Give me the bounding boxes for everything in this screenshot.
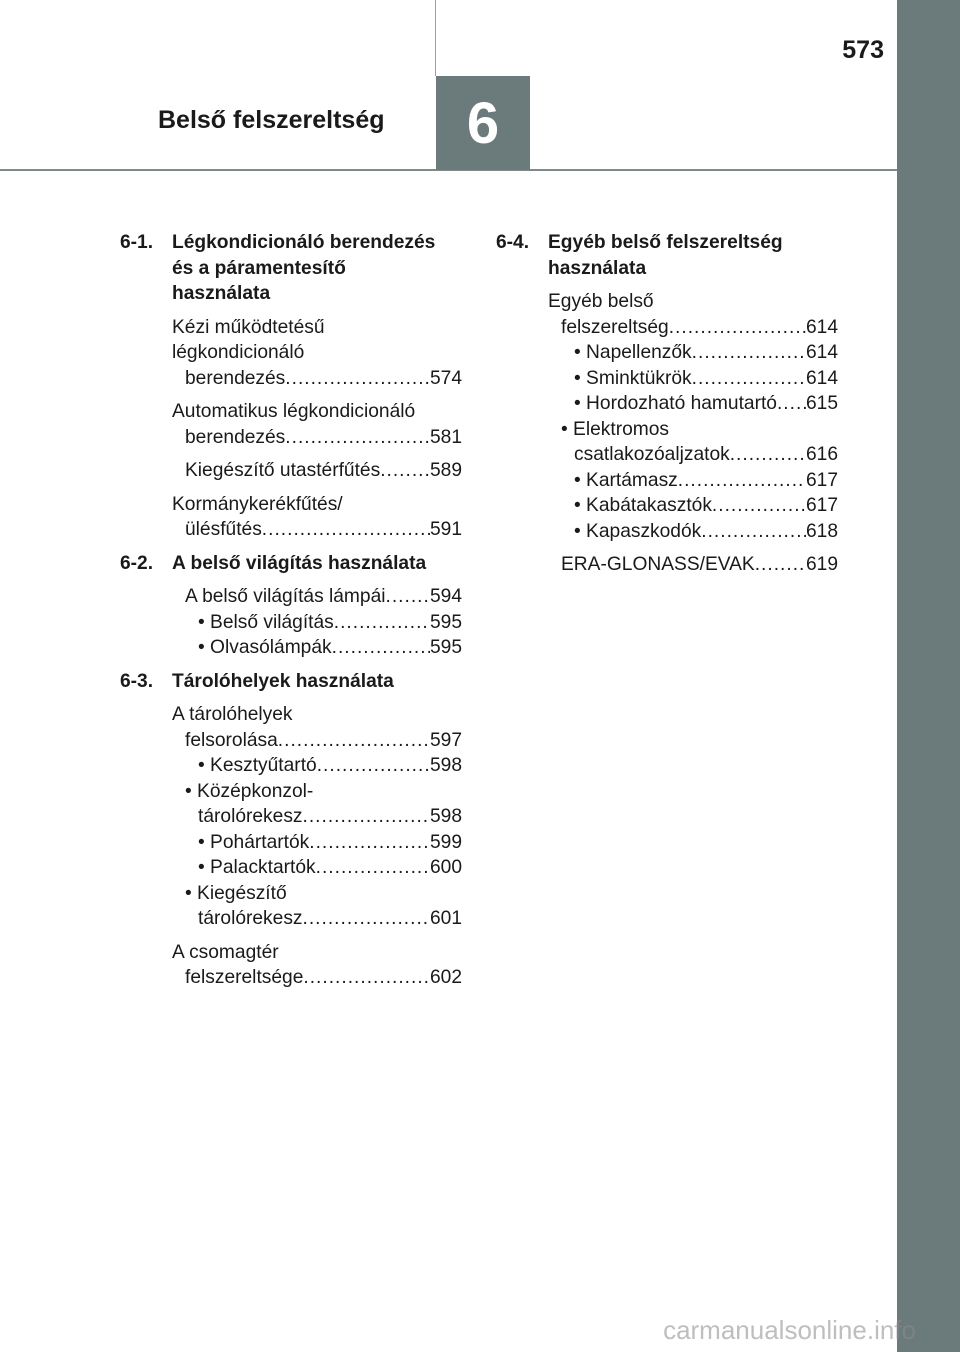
page-ref: 594	[429, 586, 462, 607]
entry-text: • Középkonzol-	[185, 780, 314, 802]
toc-subentry[interactable]	[172, 779, 462, 830]
page-ref: 614	[805, 367, 838, 389]
dot-leader	[755, 552, 806, 578]
entry-text: • Kapaszkodók	[574, 520, 702, 542]
entry-text: A tárolóhelyek	[172, 704, 293, 725]
entry-text: A belső világítás lámpái	[185, 586, 386, 607]
toc-right-column	[496, 230, 838, 586]
dot-leader	[285, 425, 430, 451]
toc-entry[interactable]	[548, 289, 838, 340]
chapter-number: 6	[466, 90, 500, 156]
page-number: 573	[842, 36, 884, 64]
dot-leader	[692, 340, 806, 366]
entry-text: • Olvasólámpák	[198, 637, 332, 658]
toc-subentry[interactable]	[172, 830, 462, 856]
section-title: A belső világítás használata	[172, 552, 427, 574]
dot-leader	[317, 753, 430, 779]
entry-text: tárolórekesz	[198, 806, 303, 827]
toc-entry[interactable]	[172, 584, 462, 610]
entry-text: • Belső világítás	[198, 611, 334, 633]
toc-subentry[interactable]	[548, 493, 838, 519]
toc-subentry[interactable]	[548, 417, 838, 468]
toc-entry[interactable]	[172, 315, 462, 392]
entry-text: felszereltség	[561, 316, 669, 338]
entry-text: • Pohártartók	[198, 831, 310, 853]
entry-text: • Napellenzők	[574, 342, 692, 363]
dot-leader	[669, 315, 806, 341]
side-tab	[897, 0, 960, 1352]
toc-entry[interactable]	[172, 458, 462, 484]
section-title-line: és a páramentesítő	[172, 257, 346, 279]
section-number: 6-3.	[120, 670, 154, 692]
dot-leader	[678, 468, 806, 494]
toc-subentry[interactable]	[172, 855, 462, 881]
dot-leader	[278, 728, 430, 754]
page-ref: 617	[805, 469, 838, 491]
page-ref: 614	[805, 316, 838, 338]
toc-section[interactable]	[120, 551, 462, 577]
dot-leader	[316, 855, 430, 881]
section-title: Tárolóhelyek használata	[172, 670, 394, 692]
dot-leader	[262, 517, 430, 543]
page-ref: 619	[805, 554, 838, 575]
toc-subentry[interactable]	[172, 753, 462, 779]
toc-entry[interactable]	[172, 940, 462, 991]
dot-leader	[309, 830, 430, 856]
page-ref: 618	[805, 520, 838, 542]
header-divider-vertical	[435, 0, 436, 76]
page-ref: 601	[429, 908, 462, 929]
entry-text: felszereltsége	[185, 967, 304, 988]
chapter-number-box	[436, 76, 530, 170]
entry-text: ülésfűtés	[185, 519, 262, 540]
section-title	[548, 230, 838, 281]
entry-text: • Kesztyűtartó	[198, 755, 317, 776]
toc-subentry[interactable]	[548, 468, 838, 494]
section-title-line: használata	[548, 257, 647, 279]
entry-text: • Kiegészítő	[185, 882, 287, 904]
section-title-line: használata	[172, 283, 271, 304]
dot-leader	[285, 366, 430, 392]
dot-leader	[334, 610, 430, 636]
dot-leader	[303, 965, 430, 991]
page-ref: 598	[429, 806, 462, 827]
entry-text: Kézi működtetésű	[172, 316, 325, 338]
toc-subentry[interactable]	[172, 610, 462, 636]
page-ref: 597	[429, 729, 462, 751]
entry-text: • Hordozható hamutartó	[574, 393, 777, 414]
page-ref: 614	[805, 342, 838, 363]
entry-text: A csomagtér	[172, 941, 279, 963]
entry-text: • Kartámasz	[574, 469, 678, 491]
entry-text: légkondicionáló	[172, 342, 305, 363]
toc-subentry[interactable]	[548, 340, 838, 366]
page-ref: 581	[429, 426, 462, 448]
dot-leader	[701, 519, 806, 545]
page-ref: 600	[429, 857, 462, 878]
section-number: 6-1.	[120, 232, 154, 253]
page-ref: 602	[429, 967, 462, 988]
chapter-title: Belső felszereltség	[158, 106, 385, 134]
dot-leader	[777, 391, 806, 417]
page-ref: 595	[429, 637, 462, 658]
entry-text: Egyéb belső	[548, 291, 654, 312]
entry-text: tárolórekesz	[198, 908, 303, 929]
page-ref: 615	[805, 393, 838, 414]
toc-subentry[interactable]	[172, 635, 462, 661]
toc-section[interactable]	[120, 669, 462, 695]
dot-leader	[380, 458, 430, 484]
dot-leader	[386, 584, 430, 610]
entry-text: berendezés	[185, 426, 286, 448]
page-ref: 591	[429, 519, 462, 540]
toc-subentry[interactable]	[548, 366, 838, 392]
section-number: 6-4.	[496, 232, 530, 253]
page-ref: 598	[429, 755, 462, 776]
section-title-line: Légkondicionáló berendezés	[172, 232, 436, 253]
entry-text: Automatikus légkondicionáló	[172, 401, 416, 422]
entry-text: ERA-GLONASS/EVAK	[561, 554, 755, 575]
toc-subentry[interactable]	[548, 519, 838, 545]
toc-section[interactable]	[496, 230, 838, 281]
entry-text: Kormánykerékfűtés/	[172, 493, 343, 515]
toc-entry[interactable]	[548, 552, 838, 578]
dot-leader	[712, 493, 806, 519]
entry-text: Kiegészítő utastérfűtés	[185, 460, 381, 481]
entry-text: • Kabátakasztók	[574, 495, 712, 516]
dot-leader	[692, 366, 806, 392]
page-ref: 589	[429, 460, 462, 481]
entry-text: • Sminktükrök	[574, 367, 692, 389]
page-ref: 617	[805, 495, 838, 516]
toc-section[interactable]	[120, 230, 462, 307]
page-ref: 595	[429, 611, 462, 633]
page-ref: 599	[429, 831, 462, 853]
section-title-line: Egyéb belső felszereltség	[548, 232, 783, 253]
entry-text: • Elektromos	[561, 418, 670, 440]
entry-text: berendezés	[185, 367, 286, 389]
toc-entry[interactable]	[172, 399, 462, 450]
toc-entry[interactable]	[172, 492, 462, 543]
page-ref: 574	[429, 367, 462, 389]
dot-leader	[332, 635, 430, 661]
dot-leader	[303, 804, 430, 830]
dot-leader	[730, 442, 806, 468]
dot-leader	[303, 906, 430, 932]
section-number: 6-2.	[120, 552, 154, 574]
toc-subentry[interactable]	[172, 881, 462, 932]
section-title	[172, 230, 462, 307]
entry-text: • Palacktartók	[198, 857, 316, 878]
entry-text: felsorolása	[185, 729, 278, 751]
toc-entry[interactable]	[172, 702, 462, 753]
watermark: carmanualsonline.info	[663, 1315, 916, 1345]
toc-left-column	[120, 230, 462, 999]
page-ref: 616	[805, 444, 838, 465]
entry-text: csatlakozóaljzatok	[574, 444, 730, 465]
toc-subentry[interactable]	[548, 391, 838, 417]
